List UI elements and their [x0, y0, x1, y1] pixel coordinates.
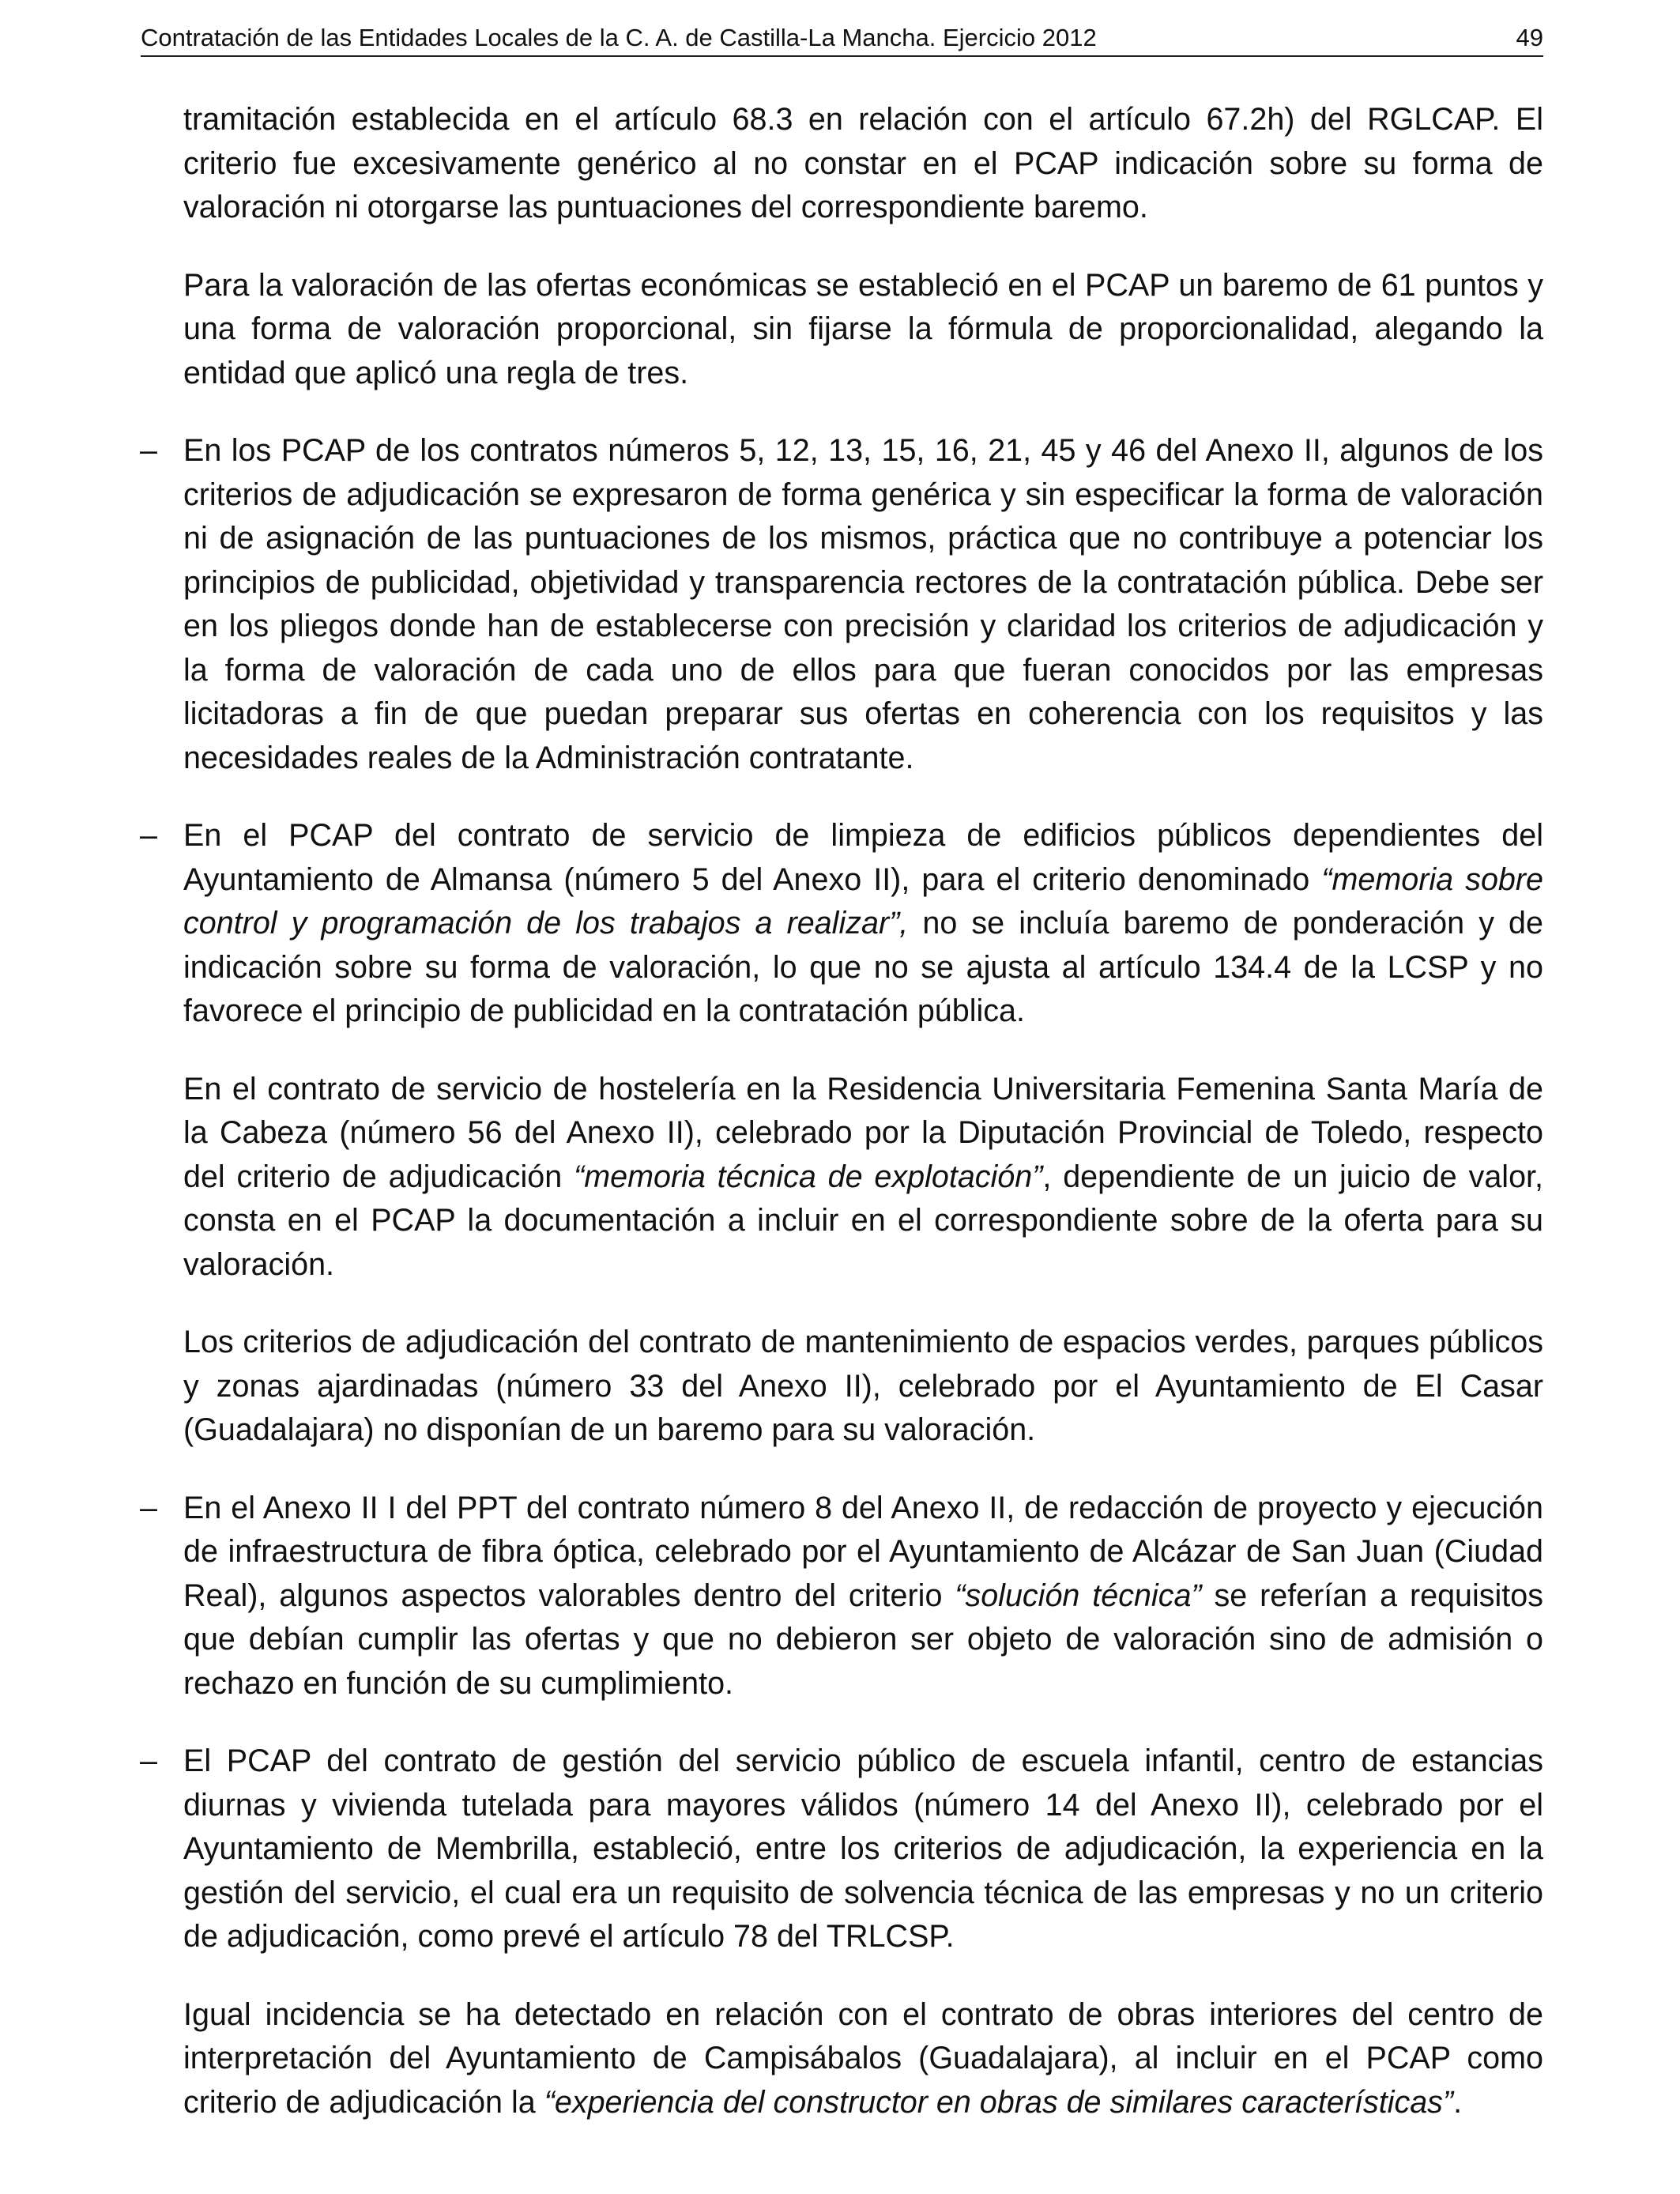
paragraph-6: Los criterios de adjudicación del contrato de mantenimiento de espacios verdes, parques públicos y zonas ajardinadas (número 33 del Anexo II), celebrado por el Ayuntamiento de El Casar (Guadalajara) no disponían de un baremo para su valoración. [183, 1325, 1543, 1447]
quoted-criterion: “memoria técnica de explotación” [574, 1159, 1043, 1194]
paragraph-text: . [1453, 2084, 1463, 2120]
list-item-3 [140, 1487, 1544, 1706]
paragraph-text: , dependiente de un juicio de valor, consta en el PCAP la documentación a incluir en el correspondiente sobre de la oferta para su valoración. [183, 1159, 1544, 1282]
bullet-dash: – [140, 1744, 157, 1778]
bullet-dash: – [140, 1490, 157, 1525]
paragraph-text: Igual incidencia se ha detectado en relación con el contrato de obras interiores del centro de interpretación del Ayuntamiento de Campisábalos (Guadalajara), al incluir en el PCAP como criterio de adjudicación la [183, 1996, 1543, 2120]
quoted-criterion: “memoria sobre control y programación de los trabajos a realizar”, [183, 861, 1544, 941]
list-item-text: En los PCAP de los contratos números 5, 12, 13, 15, 16, 21, 45 y 46 del Anexo II, algunos de los criterios de adjudicación se expresaron de forma genérica y sin especificar la forma de valoración ni de asignación de las puntuaciones de los mismos, práctica que no contribuye a potenciar los principios de publicidad, objetividad y transparencia rectores de la contratación pública. Debe ser en los pliegos donde han de establecerse con precisión y claridad los criterios de adjudicación y la forma de valoración de cada uno de ellos para que fueran conocidos por las empresas licitadoras a fin de que puedan preparar sus ofertas en coherencia con los requisitos y las necesidades reales de la Administración contratante. [183, 433, 1543, 775]
page-number: 49 [1516, 24, 1543, 51]
list-item-text: El PCAP del contrato de gestión del servicio público de escuela infantil, centro de estancias diurnas y vivienda tutelada para mayores válidos (número 14 del Anexo II), celebrado por el Ayuntamiento de Membrilla, estableció, entre los criterios de adjudicación, la experiencia en la gestión del servicio, el cual era un requisito de solvencia técnica de las empresas y no un criterio de adjudicación, como prevé el artículo 78 del TRLCSP. [183, 1744, 1543, 1954]
list-item-text: se referían a requisitos que debían cumplir las ofertas y que no debieron ser objeto de valoración sino de admisión o rechazo en función de su cumplimiento. [183, 1578, 1544, 1701]
list-item-1 [140, 429, 1543, 780]
list-item-4 [140, 1740, 1543, 1959]
paragraph-9 [183, 1993, 1543, 2125]
list-item-2 [140, 814, 1544, 1034]
bullet-dash: – [140, 818, 157, 853]
paragraph-text: En el contrato de servicio de hostelería en la Residencia Universitaria Femenina Santa María de la Cabeza (número 56 del Anexo II), celebrado por la Diputación Provincial de Toledo, respecto del criterio de adjudicación [183, 1071, 1543, 1194]
quoted-criterion: “experiencia del constructor en obras de similares características” [544, 2084, 1454, 2120]
document-body [140, 98, 1544, 2158]
paragraph-2: Para la valoración de las ofertas económicas se estableció en el PCAP un baremo de 61 puntos y una forma de valoración proporcional, sin fijarse la fórmula de proporcionalidad, alegando la entidad que aplicó una regla de tres. [183, 267, 1543, 390]
page-header [141, 22, 1543, 57]
bullet-dash: – [140, 433, 157, 468]
paragraph-5 [183, 1068, 1543, 1287]
paragraph-1: tramitación establecida en el artículo 68.3 en relación con el artículo 67.2h) del RGLCAP. El criterio fue excesivamente genérico al no constar en el PCAP indicación sobre su forma de valoración ni otorgarse las puntuaciones del correspondiente baremo. [183, 102, 1543, 224]
quoted-criterion: “solución técnica” [955, 1578, 1202, 1613]
header-title: Contratación de las Entidades Locales de la C. A. de Castilla-La Mancha. Ejercicio 2012 [141, 24, 1097, 51]
list-item-text: En el Anexo II I del PPT del contrato número 8 del Anexo II, de redacción de proyecto y ejecución de infraestructura de fibra óptica, celebrado por el Ayuntamiento de Alcázar de San Juan (Ciudad Real), algunos aspectos valorables dentro del criterio [183, 1490, 1543, 1613]
list-item-text: no se incluía baremo de ponderación y de indicación sobre su forma de valoración, lo que no se ajusta al artículo 134.4 de la LCSP y no favorece el principio de publicidad en la contratación pública. [183, 906, 1543, 1028]
list-item-text: En el PCAP del contrato de servicio de limpieza de edificios públicos dependientes del Ayuntamiento de Almansa (número 5 del Anexo II), para el criterio denominado [183, 818, 1543, 897]
